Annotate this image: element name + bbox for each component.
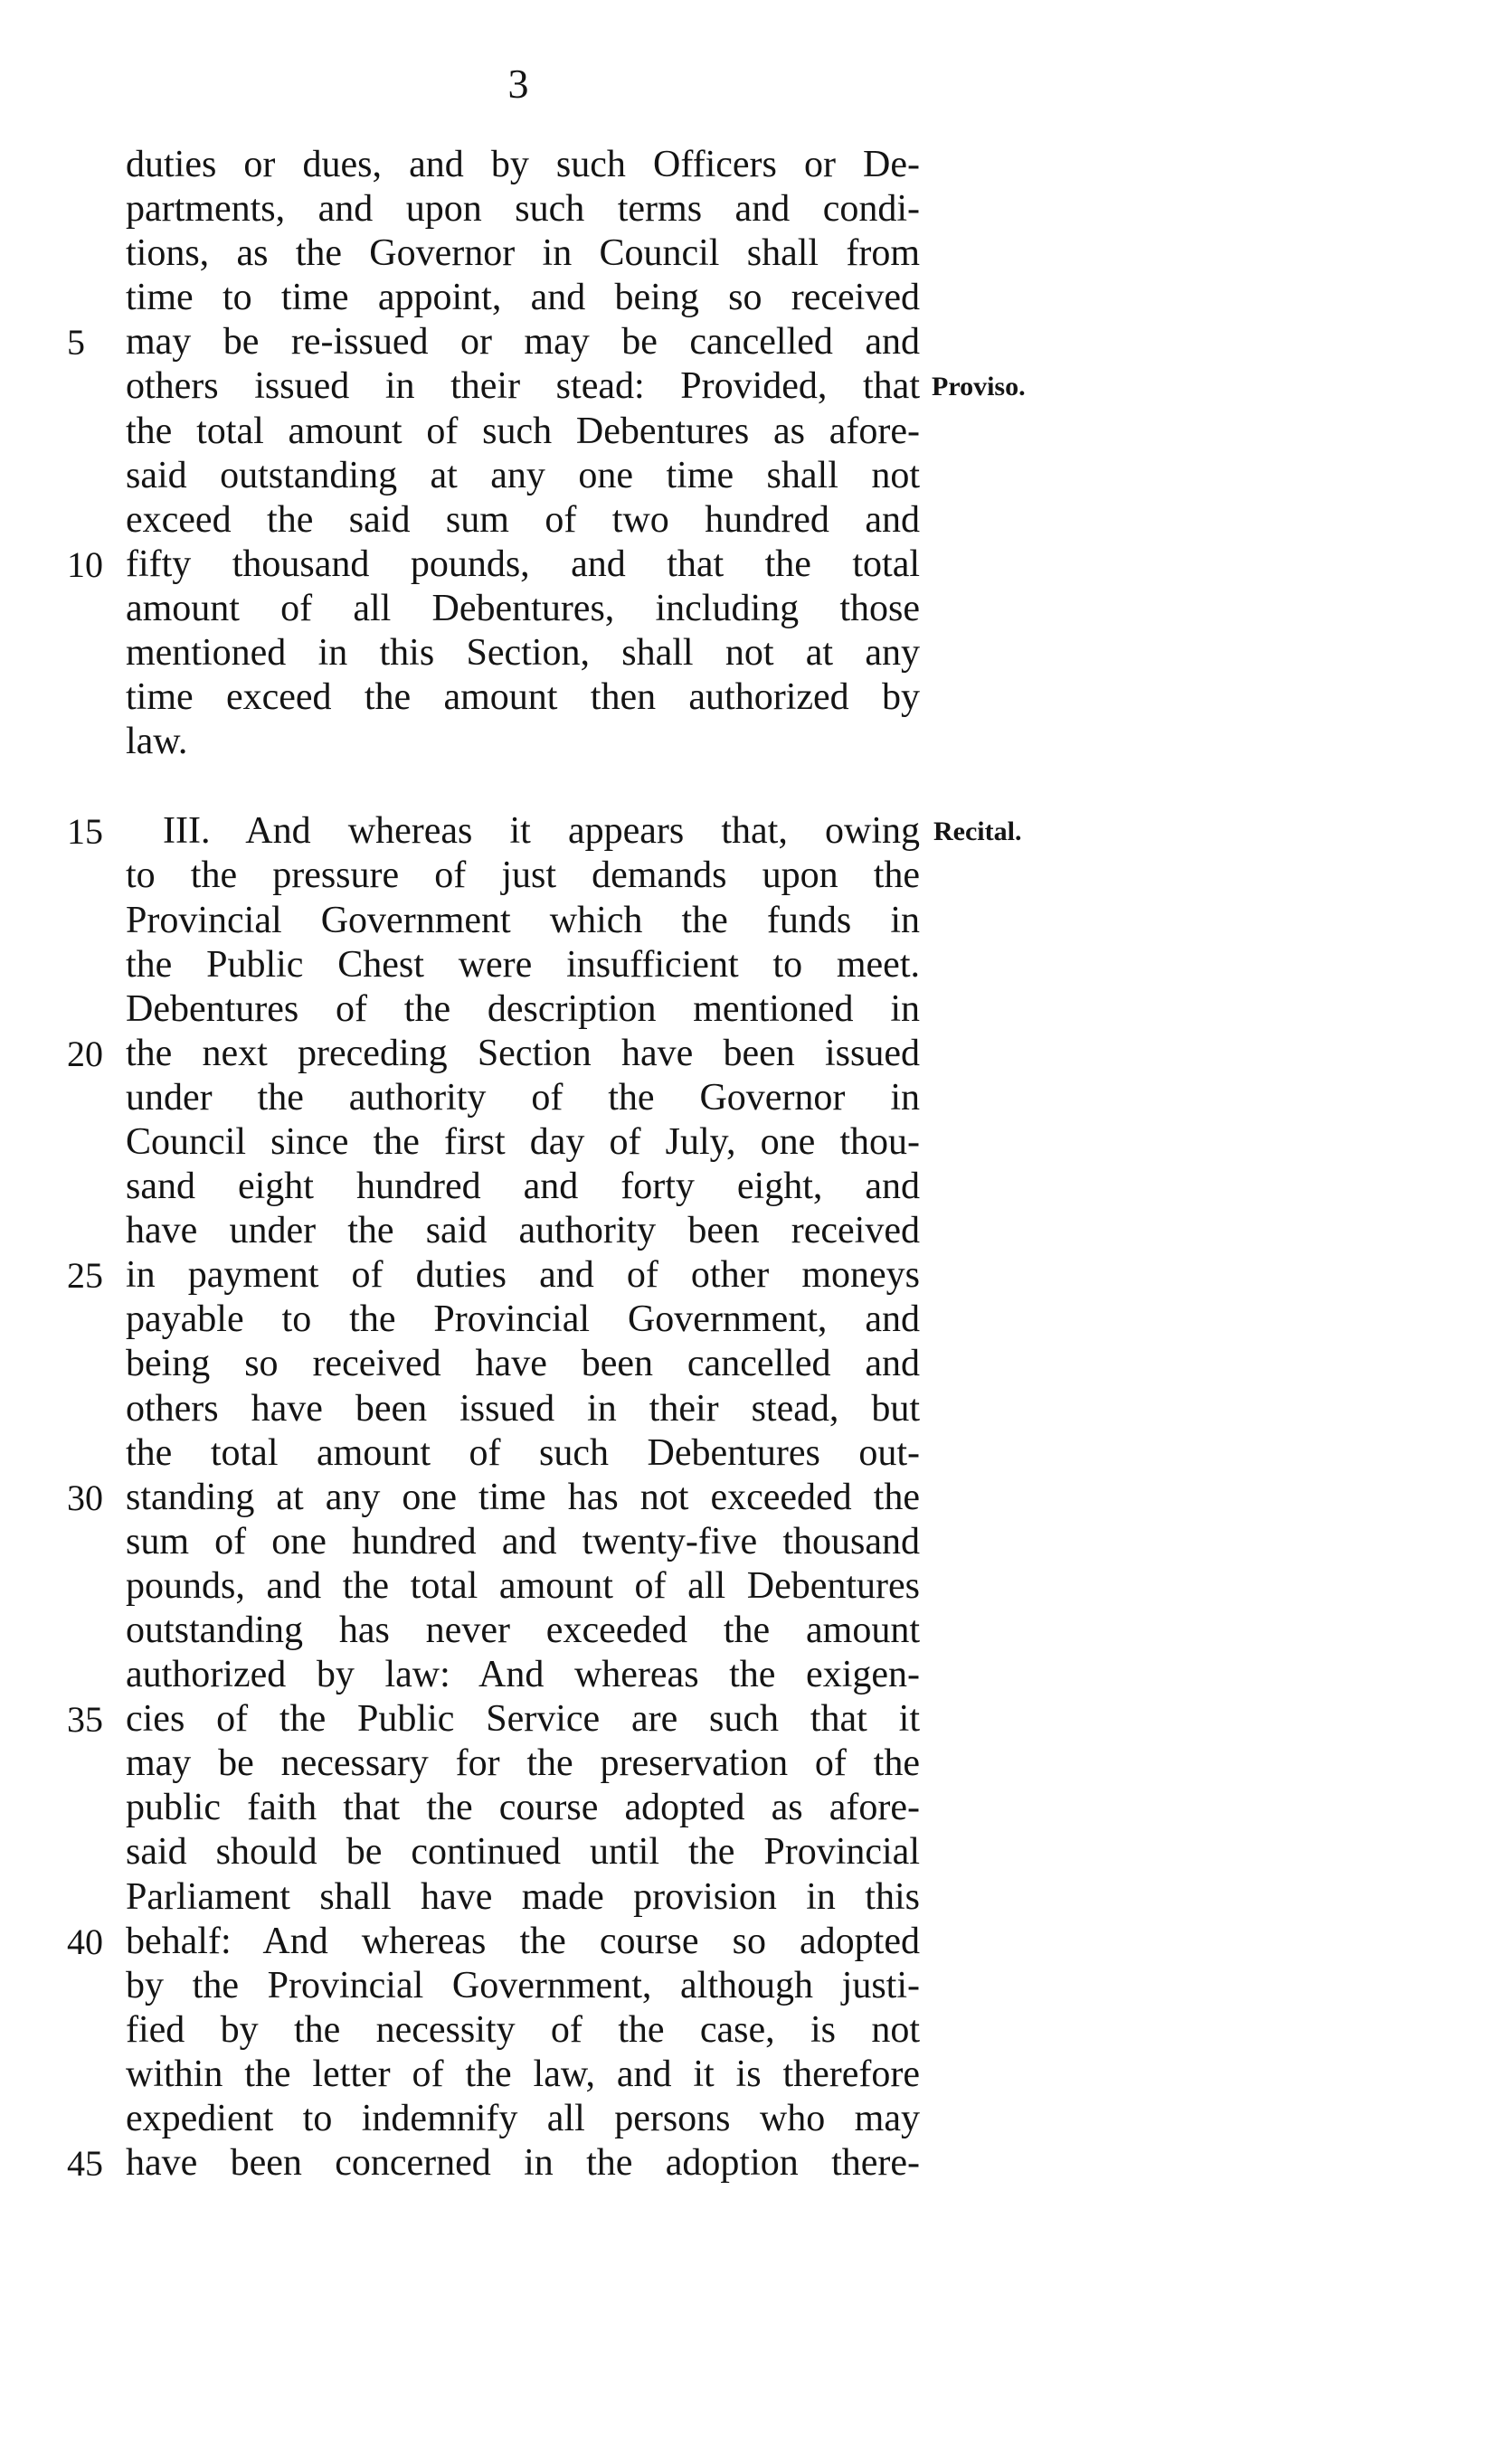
text-line — [0, 809, 1506, 854]
line-text: amount of all Debentures, including those — [126, 587, 920, 629]
line-text: said outstanding at any one time shall not — [126, 454, 920, 496]
line-text: within the letter of the law, and it is therefore — [126, 2053, 920, 2095]
statute-text — [0, 143, 1506, 2186]
text-line — [0, 143, 1506, 187]
line-text: the Public Chest were insufficient to meet. — [126, 943, 920, 986]
line-text: mentioned in this Section, shall not at any — [126, 632, 920, 675]
text-line — [0, 1032, 1506, 1076]
line-text: others issued in their stead: Provided, that — [126, 365, 920, 408]
line-text: Parliament shall have made provision in this — [126, 1875, 920, 1918]
line-text: time to time appoint, and being so received — [126, 277, 920, 319]
marginal-note-proviso: Proviso. — [932, 372, 1026, 402]
text-line — [0, 1875, 1506, 1920]
line-text: standing at any one time has not exceeded the — [126, 1476, 920, 1518]
line-number: 40 — [67, 1921, 103, 1962]
line-number: 10 — [67, 543, 103, 585]
line-text: may be necessary for the preservation of the — [126, 1742, 920, 1785]
line-text: may be re-issued or may be cancelled and — [126, 321, 920, 363]
text-line — [0, 1742, 1506, 1786]
line-number: 15 — [67, 811, 103, 853]
line-number: 35 — [67, 1699, 103, 1741]
line-text: in payment of duties and of other moneys — [126, 1254, 920, 1297]
text-line — [0, 410, 1506, 454]
line-text: fied by the necessity of the case, is not — [126, 2008, 920, 2051]
line-text: time exceed the amount then authorized by — [126, 676, 920, 719]
text-line — [0, 498, 1506, 543]
line-text: pounds, and the total amount of all Debentures — [126, 1564, 920, 1607]
text-line — [0, 1830, 1506, 1874]
line-text: tions, as the Governor in Council shall from — [126, 232, 920, 275]
line-text: fifty thousand pounds, and that the total — [126, 543, 920, 585]
text-line — [0, 2097, 1506, 2141]
line-text: payable to the Provincial Government, and — [126, 1298, 920, 1341]
line-text: exceed the said sum of two hundred and — [126, 498, 920, 541]
line-number: 30 — [67, 1477, 103, 1518]
text-line — [0, 543, 1506, 587]
text-line — [0, 1920, 1506, 1964]
line-text: Debentures of the description mentioned in — [126, 987, 920, 1030]
text-line — [0, 631, 1506, 675]
text-line — [0, 2053, 1506, 2097]
line-text: the total amount of such Debentures out- — [126, 1431, 920, 1474]
text-line — [0, 899, 1506, 943]
text-line — [0, 675, 1506, 720]
line-number: 20 — [67, 1033, 103, 1074]
text-line — [0, 1253, 1506, 1298]
marginal-note-recital: Recital. — [933, 817, 1022, 847]
line-text: partments, and upon such terms and condi- — [126, 188, 920, 231]
text-line — [0, 1786, 1506, 1830]
line-text: duties or dues, and by such Officers or De- — [126, 144, 920, 185]
text-line — [0, 320, 1506, 364]
line-text: sum of one hundred and twenty-five thousand — [126, 1520, 920, 1562]
text-line — [0, 2141, 1506, 2186]
text-line — [0, 1342, 1506, 1386]
text-line — [0, 987, 1506, 1032]
text-line — [0, 1387, 1506, 1431]
text-line — [0, 943, 1506, 987]
text-line — [0, 1076, 1506, 1120]
line-text: public faith that the course adopted as afore- — [126, 1787, 920, 1829]
text-line — [0, 1653, 1506, 1697]
line-text: the next preceding Section have been issued — [126, 1032, 920, 1074]
line-text: law. — [126, 721, 188, 763]
line-text: have under the said authority been received — [126, 1210, 920, 1252]
text-line — [0, 1697, 1506, 1742]
line-text: under the authority of the Governor in — [126, 1076, 920, 1119]
text-line — [0, 720, 1506, 764]
text-line — [0, 231, 1506, 276]
line-number: 5 — [67, 322, 85, 363]
text-line — [0, 364, 1506, 409]
text-line — [0, 1165, 1506, 1209]
text-line — [0, 2008, 1506, 2053]
text-line — [0, 1609, 1506, 1653]
line-number: 25 — [67, 1255, 103, 1297]
line-text: sand eight hundred and forty eight, and — [126, 1166, 920, 1208]
line-text: to the pressure of just demands upon the — [126, 854, 920, 897]
line-text: expedient to indemnify all persons who may — [126, 2098, 920, 2140]
text-line — [0, 1476, 1506, 1520]
line-text: III. And whereas it appears that, owing — [163, 810, 920, 853]
text-line — [0, 1431, 1506, 1476]
text-line — [0, 854, 1506, 898]
line-number: 45 — [67, 2143, 103, 2185]
text-line — [0, 1209, 1506, 1253]
text-line — [0, 1520, 1506, 1564]
line-text: outstanding has never exceeded the amount — [126, 1610, 920, 1651]
text-line — [0, 1120, 1506, 1165]
text-line — [0, 1298, 1506, 1342]
text-line — [0, 1564, 1506, 1609]
line-text: the total amount of such Debentures as afore- — [126, 410, 920, 452]
line-text: being so received have been cancelled and — [126, 1343, 920, 1385]
line-text: authorized by law: And whereas the exigen- — [126, 1654, 920, 1696]
line-text: said should be continued until the Provincial — [126, 1831, 920, 1874]
line-text: by the Provincial Government, although justi- — [126, 1964, 920, 2006]
text-line — [0, 587, 1506, 631]
page-number: 3 — [507, 61, 529, 107]
line-text: Provincial Government which the funds in — [126, 899, 920, 941]
text-line — [0, 187, 1506, 231]
text-line — [0, 276, 1506, 320]
line-text: cies of the Public Service are such that it — [126, 1698, 920, 1741]
line-text: have been concerned in the adoption there- — [126, 2142, 920, 2185]
line-text: behalf: And whereas the course so adopted — [126, 1920, 920, 1962]
text-line — [0, 454, 1506, 498]
text-line — [0, 1964, 1506, 2008]
line-text: others have been issued in their stead, but — [126, 1387, 920, 1430]
line-text: Council since the first day of July, one thou- — [126, 1120, 920, 1163]
